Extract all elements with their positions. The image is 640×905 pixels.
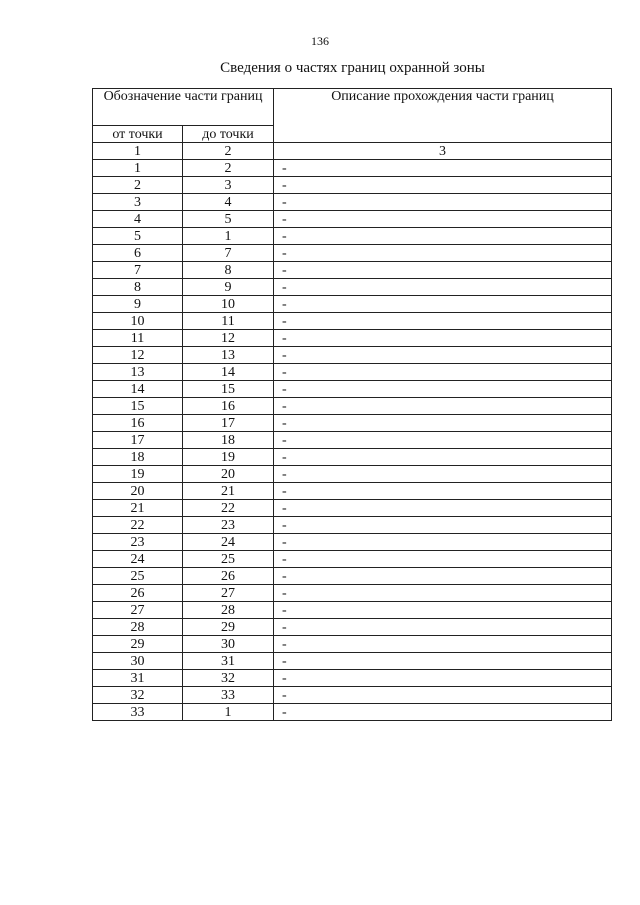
to-point-cell: 12 [183,330,274,347]
description-cell: - [274,466,612,483]
table-row [93,619,612,636]
table-row [93,398,612,415]
description-cell: - [274,585,612,602]
from-point-cell: 26 [93,585,183,602]
to-point-cell: 26 [183,568,274,585]
description-cell: - [274,432,612,449]
from-point-cell: 31 [93,670,183,687]
table-row [93,585,612,602]
from-point-cell: 1 [93,160,183,177]
description-cell: - [274,211,612,228]
to-point-cell: 30 [183,636,274,653]
to-point-cell: 20 [183,466,274,483]
to-point-cell: 13 [183,347,274,364]
from-point-cell: 4 [93,211,183,228]
from-point-cell: 32 [93,687,183,704]
column-number: 2 [183,143,274,160]
description-cell: - [274,330,612,347]
to-point-cell: 19 [183,449,274,466]
to-point-cell: 21 [183,483,274,500]
from-point-cell: 18 [93,449,183,466]
description-cell: - [274,517,612,534]
to-point-cell: 23 [183,517,274,534]
to-point-cell: 2 [183,160,274,177]
to-point-cell: 4 [183,194,274,211]
description-cell: - [274,704,612,721]
table-row [93,500,612,517]
from-point-cell: 14 [93,381,183,398]
table-row [93,313,612,330]
to-point-cell: 16 [183,398,274,415]
table-row [93,670,612,687]
from-point-cell: 6 [93,245,183,262]
description-cell: - [274,313,612,330]
to-point-cell: 18 [183,432,274,449]
to-point-cell: 32 [183,670,274,687]
to-point-cell: 9 [183,279,274,296]
description-cell: - [274,194,612,211]
header-to-point: до точки [183,126,274,143]
table-row [93,602,612,619]
description-cell: - [274,364,612,381]
description-cell: - [274,670,612,687]
description-cell: - [274,636,612,653]
from-point-cell: 29 [93,636,183,653]
description-cell: - [274,449,612,466]
from-point-cell: 27 [93,602,183,619]
table-row [93,279,612,296]
column-number-row [93,143,612,160]
column-number: 1 [93,143,183,160]
from-point-cell: 21 [93,500,183,517]
table-row [93,653,612,670]
table-row [93,364,612,381]
from-point-cell: 8 [93,279,183,296]
to-point-cell: 27 [183,585,274,602]
description-cell: - [274,602,612,619]
from-point-cell: 7 [93,262,183,279]
table-row [93,687,612,704]
description-cell: - [274,619,612,636]
from-point-cell: 3 [93,194,183,211]
table-row [93,449,612,466]
table-row [93,415,612,432]
to-point-cell: 28 [183,602,274,619]
to-point-cell: 3 [183,177,274,194]
table-row [93,228,612,245]
from-point-cell: 25 [93,568,183,585]
from-point-cell: 24 [93,551,183,568]
description-cell: - [274,653,612,670]
description-cell: - [274,279,612,296]
to-point-cell: 1 [183,228,274,245]
to-point-cell: 33 [183,687,274,704]
table-row [93,551,612,568]
from-point-cell: 23 [93,534,183,551]
description-cell: - [274,262,612,279]
from-point-cell: 33 [93,704,183,721]
table-row [93,636,612,653]
table-row [93,194,612,211]
description-cell: - [274,381,612,398]
from-point-cell: 15 [93,398,183,415]
table-row [93,262,612,279]
table-row [93,347,612,364]
description-cell: - [274,568,612,585]
table-row [93,160,612,177]
from-point-cell: 30 [93,653,183,670]
from-point-cell: 28 [93,619,183,636]
table-row [93,211,612,228]
to-point-cell: 8 [183,262,274,279]
table-row [93,177,612,194]
description-cell: - [274,347,612,364]
to-point-cell: 29 [183,619,274,636]
table-row [93,245,612,262]
description-cell: - [274,534,612,551]
table-row [93,517,612,534]
to-point-cell: 11 [183,313,274,330]
document-title: Сведения о частях границ охранной зоны [220,60,485,76]
table-row [93,432,612,449]
description-cell: - [274,398,612,415]
table-row [93,534,612,551]
from-point-cell: 10 [93,313,183,330]
description-cell: - [274,483,612,500]
description-cell: - [274,296,612,313]
from-point-cell: 5 [93,228,183,245]
from-point-cell: 9 [93,296,183,313]
column-number: 3 [274,143,612,160]
to-point-cell: 15 [183,381,274,398]
from-point-cell: 20 [93,483,183,500]
from-point-cell: 13 [93,364,183,381]
from-point-cell: 11 [93,330,183,347]
header-boundary-part-designation: Обозначение части границ [93,89,274,126]
header-boundary-description: Описание прохождения части границ [274,89,612,143]
description-cell: - [274,415,612,432]
header-from-point: от точки [93,126,183,143]
description-cell: - [274,551,612,568]
from-point-cell: 2 [93,177,183,194]
table-row [93,704,612,721]
description-cell: - [274,228,612,245]
table-row [93,330,612,347]
to-point-cell: 1 [183,704,274,721]
table-row [93,568,612,585]
to-point-cell: 5 [183,211,274,228]
to-point-cell: 7 [183,245,274,262]
boundary-parts-table [92,88,612,721]
from-point-cell: 22 [93,517,183,534]
to-point-cell: 22 [183,500,274,517]
to-point-cell: 31 [183,653,274,670]
description-cell: - [274,500,612,517]
table-row [93,296,612,313]
description-cell: - [274,160,612,177]
from-point-cell: 17 [93,432,183,449]
to-point-cell: 24 [183,534,274,551]
description-cell: - [274,177,612,194]
to-point-cell: 25 [183,551,274,568]
from-point-cell: 16 [93,415,183,432]
table-row [93,381,612,398]
description-cell: - [274,687,612,704]
from-point-cell: 12 [93,347,183,364]
table-row [93,466,612,483]
to-point-cell: 17 [183,415,274,432]
to-point-cell: 14 [183,364,274,381]
page-number: 136 [311,34,329,48]
table-row [93,483,612,500]
description-cell: - [274,245,612,262]
from-point-cell: 19 [93,466,183,483]
to-point-cell: 10 [183,296,274,313]
